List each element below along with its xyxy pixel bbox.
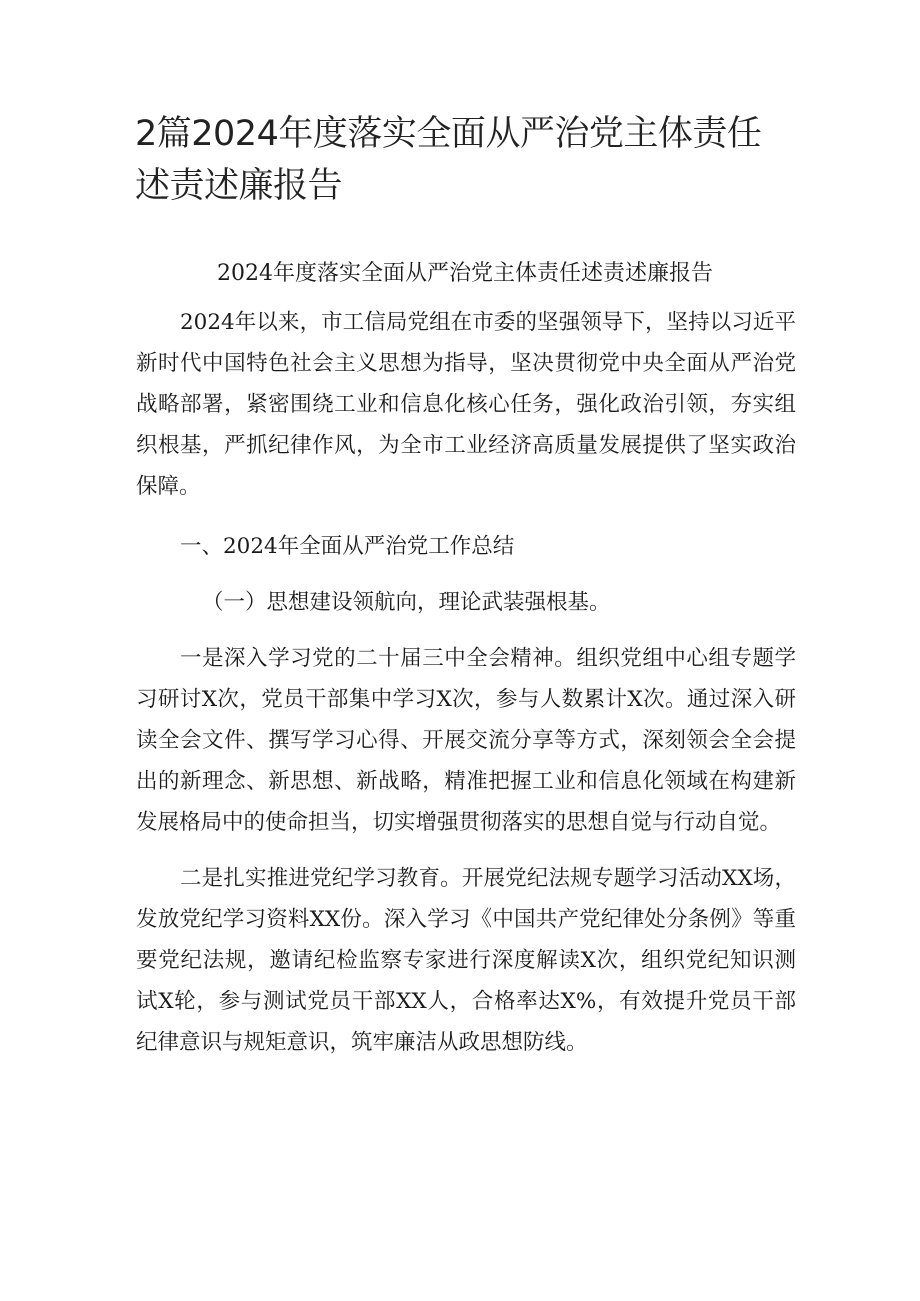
point-two-paragraph: 二是扎实推进党纪学习教育。开展党纪法规专题学习活动XX场，发放党纪学习资料XX份。深入学习《中国共产党纪律处分条例》等重要党纪法规，邀请纪检监察专家进行深度解读X次，组织党纪知识测试X轮，参与测试党员干部XX人，合格率达X%，有效提升党员干部纪律意识与规矩意识，筑牢廉洁从政思想防线。 [136,866,796,1055]
subsection-heading: （一）思想建设领航向，理论武装强根基。 [202,590,611,615]
document-title: 2篇2024年度落实全面从严治党主体责任述责述廉报告 [135,114,762,206]
intro-paragraph: 2024年以来，市工信局党组在市委的坚强领导下，坚持以习近平新时代中国特色社会主义思想为指导，坚决贯彻党中央全面从严治党战略部署，紧密围绕工业和信息化核心任务，强化政治引领，夯实组织根基，严抓纪律作风，为全市工业经济高质量发展提供了坚实政治保障。 [136,310,796,499]
document-body [136,302,796,1063]
report-title: 2024年度落实全面从严治党主体责任述责述廉报告 [217,261,713,286]
section-heading: 一、2024年全面从严治党工作总结 [180,534,515,559]
point-one-paragraph: 一是深入学习党的二十届三中全会精神。组织党组中心组专题学习研讨X次，党员干部集中学习X次，参与人数累计X次。通过深入研读全会文件、撰写学习心得、开展交流分享等方式，深刻领会全会提出的新理念、新思想、新战略，精准把握工业和信息化领域在构建新发展格局中的使命担当，切实增强贯彻落实的思想自觉与行动自觉。 [136,646,796,835]
